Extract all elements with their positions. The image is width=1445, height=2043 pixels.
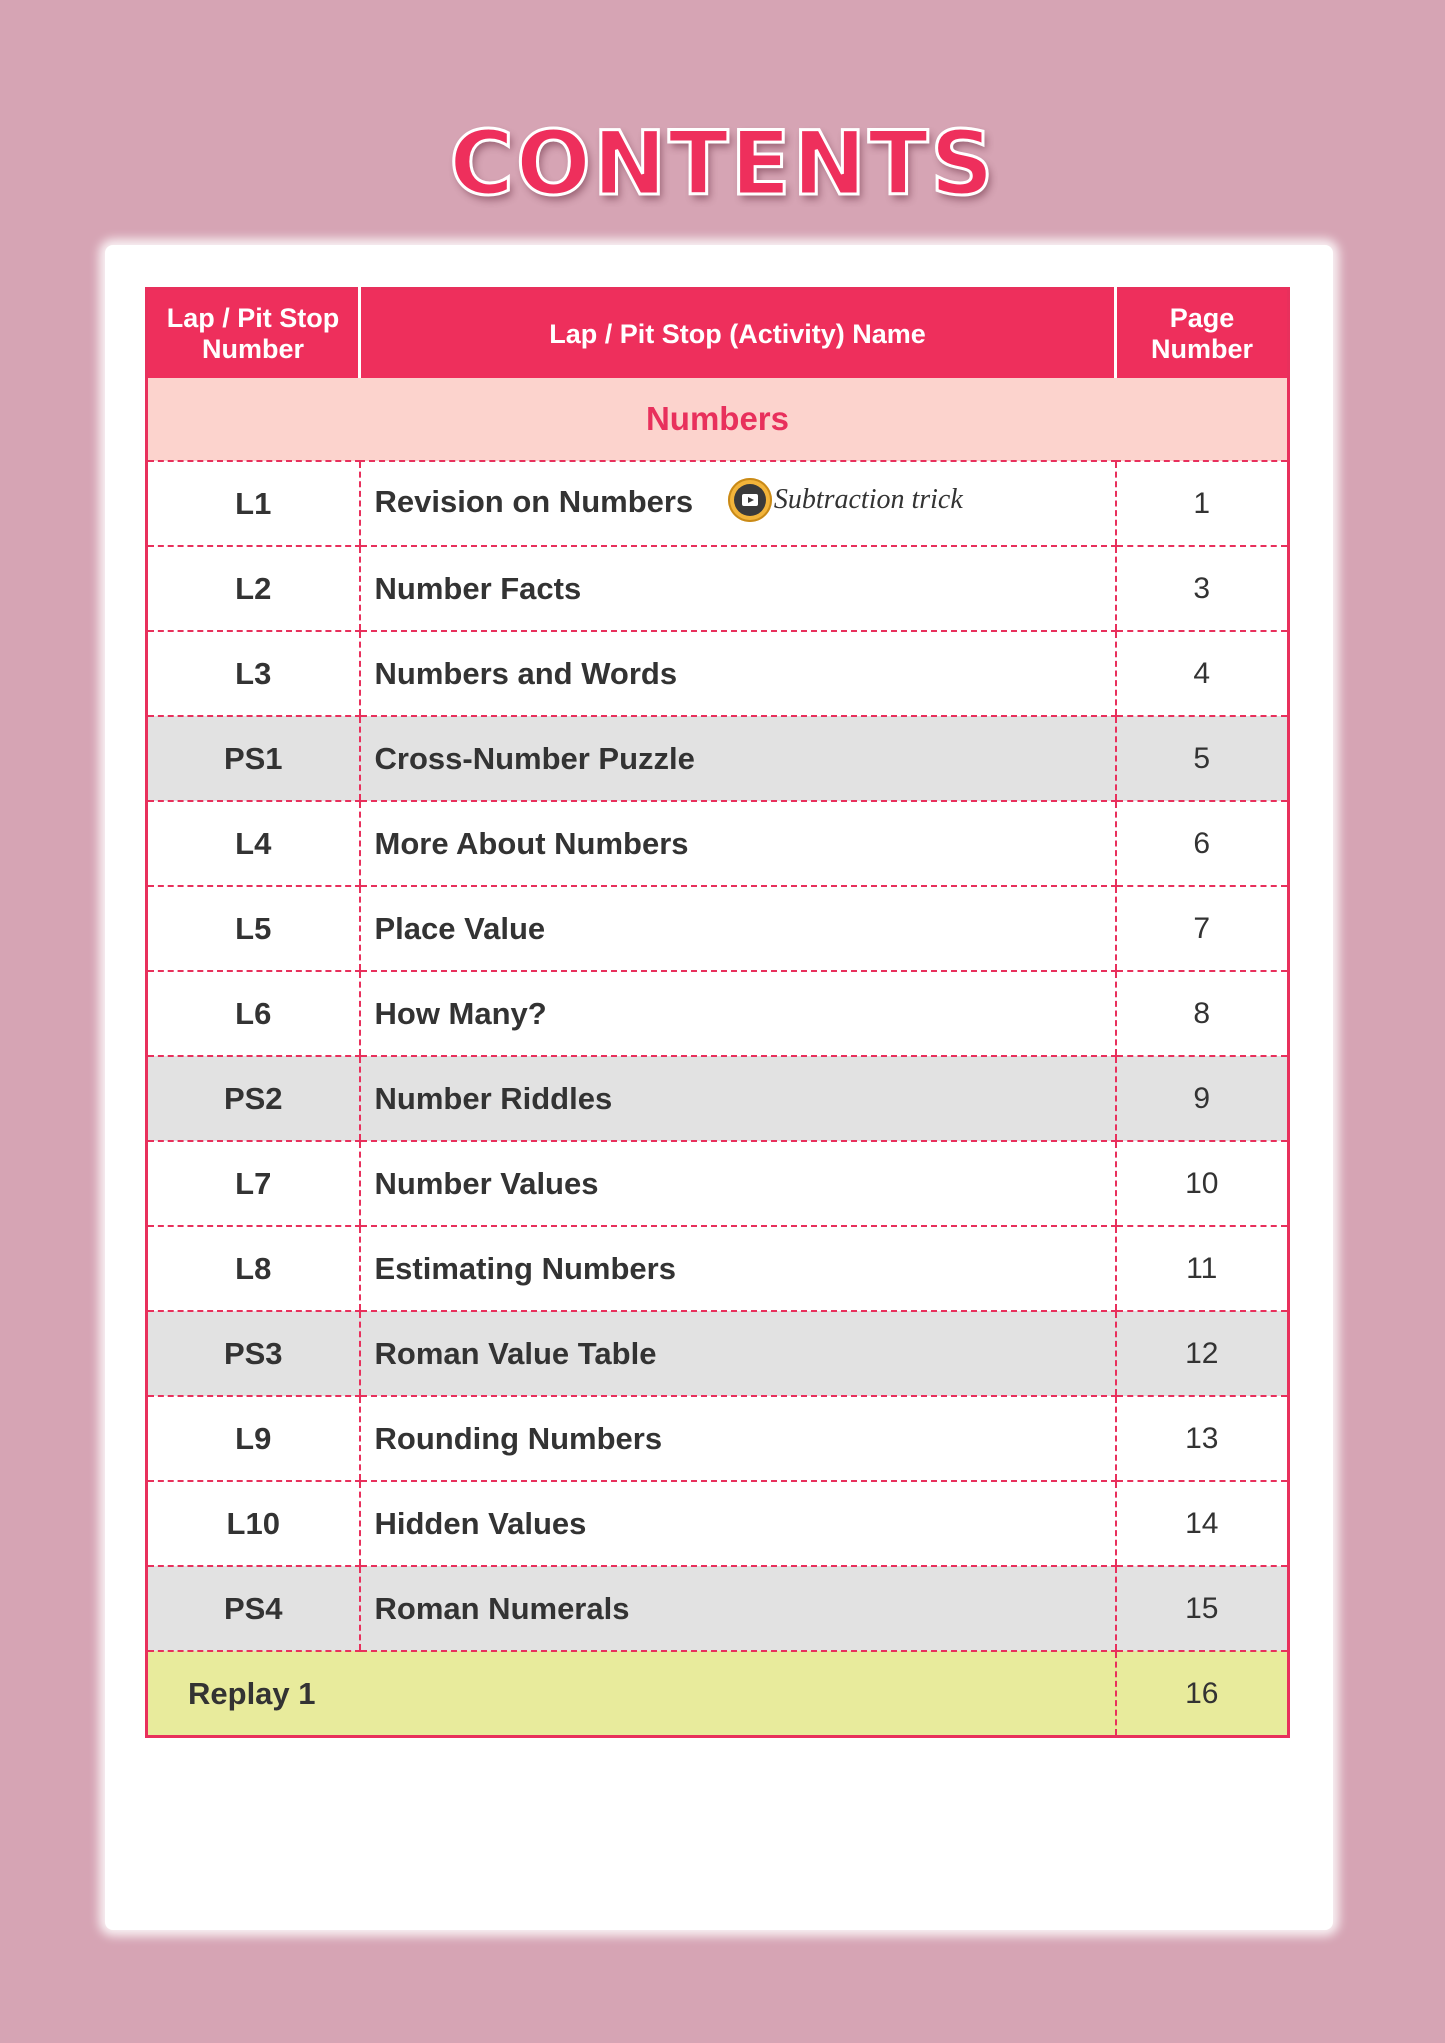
header-number: Lap / Pit Stop Number xyxy=(147,289,360,379)
row-page: 12 xyxy=(1116,1311,1289,1396)
table-row[interactable] xyxy=(147,1396,1289,1481)
row-page: 11 xyxy=(1116,1226,1289,1311)
table-row[interactable] xyxy=(147,1141,1289,1226)
row-code: PS2 xyxy=(147,1056,360,1141)
table-row[interactable] xyxy=(147,1481,1289,1566)
table-row-pit-stop[interactable] xyxy=(147,1311,1289,1396)
row-name[interactable]: Number Values xyxy=(360,1141,1116,1226)
row-name-cell xyxy=(360,461,1116,546)
table-row[interactable] xyxy=(147,546,1289,631)
row-name[interactable]: Number Facts xyxy=(360,546,1116,631)
contents-table xyxy=(145,287,1290,1738)
section-row xyxy=(147,378,1289,461)
row-page: 1 xyxy=(1116,461,1289,546)
row-name[interactable]: How Many? xyxy=(360,971,1116,1056)
row-name[interactable]: More About Numbers xyxy=(360,801,1116,886)
row-code: L7 xyxy=(147,1141,360,1226)
header-page: Page Number xyxy=(1116,289,1289,379)
row-name[interactable]: Number Riddles xyxy=(360,1056,1116,1141)
row-page: 10 xyxy=(1116,1141,1289,1226)
subtraction-trick-label[interactable]: Subtraction trick xyxy=(773,483,963,515)
row-code: L6 xyxy=(147,971,360,1056)
row-code: L8 xyxy=(147,1226,360,1311)
section-title: Numbers xyxy=(147,378,1289,461)
row-page: 15 xyxy=(1116,1566,1289,1651)
table-row-pit-stop[interactable] xyxy=(147,1056,1289,1141)
row-name[interactable]: Place Value xyxy=(360,886,1116,971)
subtraction-trick-link[interactable] xyxy=(728,478,963,522)
video-play-icon[interactable] xyxy=(728,478,772,522)
row-code: L5 xyxy=(147,886,360,971)
page-title: CONTENTS xyxy=(449,112,996,215)
table-row[interactable] xyxy=(147,971,1289,1056)
row-page: 9 xyxy=(1116,1056,1289,1141)
row-name[interactable]: Numbers and Words xyxy=(360,631,1116,716)
table-row[interactable] xyxy=(147,1226,1289,1311)
row-code: L10 xyxy=(147,1481,360,1566)
row-code: PS4 xyxy=(147,1566,360,1651)
row-page: 4 xyxy=(1116,631,1289,716)
replay-page: 16 xyxy=(1116,1651,1289,1737)
table-row[interactable] xyxy=(147,886,1289,971)
row-code: L4 xyxy=(147,801,360,886)
row-code: L1 xyxy=(147,461,360,546)
row-page: 5 xyxy=(1116,716,1289,801)
replay-row[interactable] xyxy=(147,1651,1289,1737)
table-header-row xyxy=(147,289,1289,379)
row-code: PS3 xyxy=(147,1311,360,1396)
table-row-pit-stop[interactable] xyxy=(147,716,1289,801)
row-page: 3 xyxy=(1116,546,1289,631)
row-name[interactable]: Rounding Numbers xyxy=(360,1396,1116,1481)
row-code: L2 xyxy=(147,546,360,631)
header-name: Lap / Pit Stop (Activity) Name xyxy=(360,289,1116,379)
row-code: PS1 xyxy=(147,716,360,801)
row-page: 14 xyxy=(1116,1481,1289,1566)
table-row-pit-stop[interactable] xyxy=(147,1566,1289,1651)
row-name[interactable]: Roman Numerals xyxy=(360,1566,1116,1651)
row-page: 6 xyxy=(1116,801,1289,886)
table-row[interactable] xyxy=(147,801,1289,886)
row-code: L9 xyxy=(147,1396,360,1481)
row-name[interactable]: Estimating Numbers xyxy=(360,1226,1116,1311)
row-name[interactable]: Roman Value Table xyxy=(360,1311,1116,1396)
row-name[interactable]: Hidden Values xyxy=(360,1481,1116,1566)
row-page: 8 xyxy=(1116,971,1289,1056)
table-row[interactable] xyxy=(147,461,1289,546)
row-name[interactable]: Cross-Number Puzzle xyxy=(360,716,1116,801)
replay-label[interactable]: Replay 1 xyxy=(147,1651,1116,1737)
row-page: 7 xyxy=(1116,886,1289,971)
row-page: 13 xyxy=(1116,1396,1289,1481)
row-name[interactable]: Revision on Numbers xyxy=(374,483,694,519)
table-row[interactable] xyxy=(147,631,1289,716)
row-code: L3 xyxy=(147,631,360,716)
